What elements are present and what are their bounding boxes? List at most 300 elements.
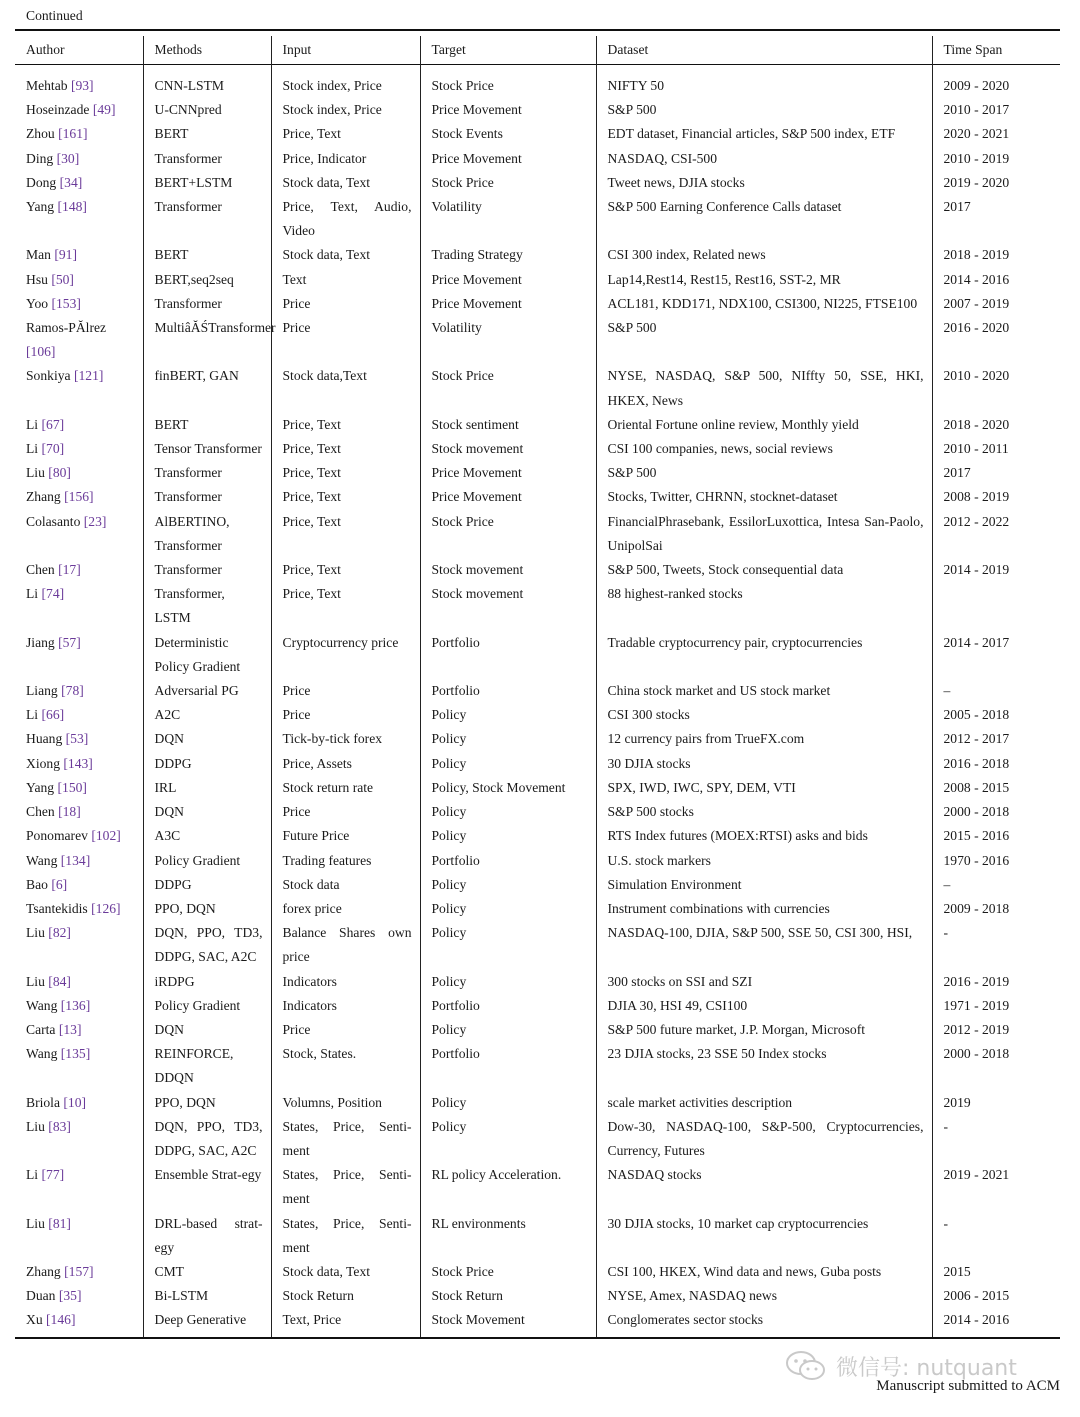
citation-link[interactable]: [23] [83,513,107,529]
cell-author [15,824,143,848]
cell-dataset: NASDAQ-100, DJIA, S&P 500, SSE 50, CSI 300, HSI, [596,921,932,969]
table-row [15,727,1060,751]
table-row [15,558,1060,582]
table-row [15,824,1060,848]
cell-author [15,849,143,873]
cell-methods: Bi-LSTM [143,1284,271,1308]
citation-link[interactable]: [157] [64,1263,94,1279]
table-row [15,994,1060,1018]
cell-dataset: Dow-30, NASDAQ-100, S&P-500, Cryptocurrencies, Currency, Futures [596,1115,932,1163]
cell-author [15,413,143,437]
cell-input: Stock data,Text [271,364,420,412]
methods-table [15,36,1060,1337]
author-name: Li [26,416,39,432]
cell-input: Stock Return [271,1284,420,1308]
col-methods: Methods [143,36,271,63]
citation-link[interactable]: [81] [48,1215,71,1231]
cell-dataset: SPX, IWD, IWC, SPY, DEM, VTI [596,776,932,800]
cell-methods: Transformer [143,558,271,582]
citation-link[interactable]: [17] [58,562,81,578]
cell-methods: REINFORCE, DDQN [143,1042,271,1090]
top-rule [15,29,1060,31]
citation-link[interactable]: [93] [70,78,94,93]
table-row [15,1091,1060,1115]
author-name: Carta [26,1021,56,1037]
citation-link[interactable]: [106] [26,344,56,360]
cell-dataset: scale market activities description [596,1091,932,1115]
cell-target: Trading Strategy [420,243,596,267]
cell-dataset: CSI 300 stocks [596,703,932,727]
citation-link[interactable]: [150] [57,779,87,795]
table-row [15,316,1060,364]
cell-target: Portfolio [420,994,596,1018]
author-name: Liu [26,973,45,989]
citation-link[interactable]: [74] [41,586,65,602]
cell-target: Price Movement [420,147,596,171]
cell-dataset: S&P 500 [596,98,932,122]
cell-author [15,147,143,171]
cell-target: Policy [420,703,596,727]
table-row [15,1115,1060,1163]
cell-input: Price [271,679,420,703]
col-target: Target [420,36,596,63]
cell-input: Price [271,1018,420,1042]
table-row [15,485,1060,509]
cell-dataset: S&P 500 [596,461,932,485]
citation-link[interactable]: [134] [60,852,91,868]
cell-dataset: CSI 100, HKEX, Wind data and news, Guba posts [596,1260,932,1284]
cell-target: Policy, Stock Movement [420,776,596,800]
cell-time-span: 2010 - 2017 [943,102,1010,118]
cell-dataset: S&P 500 Earning Conference Calls dataset [596,195,932,243]
cell-target: Portfolio [420,631,596,679]
bottom-rule [15,1337,1060,1339]
table-row [15,1284,1060,1308]
table-row [15,364,1060,412]
table-row [15,1212,1060,1260]
cell-dataset: NYSE, NASDAQ, S&P 500, NIffty 50, SSE, HKI, HKEX, News [596,364,932,412]
table-row [15,1018,1060,1042]
watermark-text: 微信号: nutquant [836,1355,1017,1381]
table-row [15,703,1060,727]
cell-target: Stock Events [420,122,596,146]
table-row [15,292,1060,316]
cell-target: Stock Movement [420,1308,596,1336]
cell-time-span: 2019 [943,1094,971,1110]
cell-author [15,171,143,195]
citation-link[interactable]: [83] [48,1118,71,1134]
author-name: Xiong [26,755,60,771]
cell-input: Stock return rate [271,776,420,800]
cell-target: Policy [420,752,596,776]
cell-time-span: 2017 [943,465,971,481]
table-row [15,849,1060,873]
cell-author [15,727,143,751]
cell-dataset: CSI 300 index, Related news [596,243,932,267]
citation-link[interactable]: [135] [60,1046,91,1062]
cell-time-span: 2019 - 2020 [943,174,1010,190]
cell-author [15,195,143,243]
cell-author [15,970,143,994]
citation-link[interactable]: [35] [58,1288,82,1304]
citation-link[interactable]: [82] [48,925,71,941]
cell-input: Price [271,292,420,316]
citation-link[interactable]: [161] [58,126,88,142]
cell-methods: Deterministic Policy Gradient [143,631,271,679]
citation-link[interactable]: [146] [46,1312,76,1328]
table-row [15,243,1060,267]
cell-author [15,582,143,630]
cell-input: Indicators [271,970,420,994]
table-body [15,63,1060,1337]
citation-link[interactable]: [84] [48,973,71,989]
cell-input: forex price [271,897,420,921]
author-name: Ramos-PĂlrez [26,320,107,336]
citation-link[interactable]: [148] [57,199,87,215]
citation-link[interactable]: [143] [63,755,93,771]
cell-time-span: 2009 - 2020 [943,78,1010,93]
cell-input: States, Price, Senti-ment [271,1212,420,1260]
author-name: Liu [26,925,45,941]
cell-dataset: EDT dataset, Financial articles, S&P 500 index, ETF [596,122,932,146]
cell-time-span: 2009 - 2018 [943,900,1010,916]
author-name: Hsu [26,271,48,287]
cell-methods: DQN [143,800,271,824]
author-name: Liu [26,1215,45,1231]
cell-target: RL policy Acceleration. [420,1163,596,1211]
cell-time-span: 2017 [943,199,971,215]
cell-time-span: - [943,925,949,941]
table-row [15,268,1060,292]
cell-target: Stock Price [420,171,596,195]
author-name: Briola [26,1094,60,1110]
cell-author [15,631,143,679]
cell-time-span: 2015 [943,1263,971,1279]
cell-dataset: S&P 500 [596,316,932,364]
cell-methods: CNN-LSTM [143,63,271,98]
cell-input: Trading features [271,849,420,873]
author-name: Ding [26,150,54,166]
cell-dataset: U.S. stock markers [596,849,932,873]
cell-dataset: 30 DJIA stocks [596,752,932,776]
cell-dataset: Instrument combinations with currencies [596,897,932,921]
cell-dataset: S&P 500, Tweets, Stock consequential data [596,558,932,582]
cell-dataset: ACL181, KDD171, NDX100, CSI300, NI225, FTSE100 [596,292,932,316]
author-name: Jiang [26,634,55,650]
cell-time-span: 2012 - 2019 [943,1021,1010,1037]
cell-time-span: 2006 - 2015 [943,1288,1010,1304]
cell-time-span: 2012 - 2017 [943,731,1010,747]
cell-time-span: 2014 - 2016 [943,271,1010,287]
author-name: Wang [26,852,58,868]
table-row [15,510,1060,558]
cell-target: Stock Price [420,510,596,558]
citation-link[interactable]: [136] [60,997,91,1013]
cell-time-span: 2010 - 2011 [943,441,1009,457]
cell-author [15,921,143,969]
col-author: Author [15,36,143,63]
cell-author [15,1018,143,1042]
author-name: Chen [26,804,55,820]
cell-author [15,1260,143,1284]
cell-methods: Transformer [143,461,271,485]
cell-author [15,364,143,412]
cell-dataset: FinancialPhrasebank, EssilorLuxottica, Intesa San-Paolo, UnipolSai [596,510,932,558]
author-name: Zhang [26,489,61,505]
cell-target: Policy [420,873,596,897]
cell-time-span: – [943,683,951,699]
citation-link[interactable]: [50] [51,271,74,287]
cell-dataset: 88 highest-ranked stocks [596,582,932,630]
cell-methods: Adversarial PG [143,679,271,703]
col-dataset: Dataset [596,36,932,63]
cell-methods: Tensor Transformer [143,437,271,461]
cell-target: Policy [420,897,596,921]
cell-dataset: Conglomerates sector stocks [596,1308,932,1336]
citation-link[interactable]: [80] [48,465,71,481]
cell-author [15,1212,143,1260]
author-name: Hoseinzade [26,102,90,118]
cell-target: Policy [420,1091,596,1115]
cell-methods: U-CNNpred [143,98,271,122]
cell-methods: finBERT, GAN [143,364,271,412]
author-name: Tsantekidis [26,900,88,916]
footer-text: Manuscript submitted to ACM [876,1378,1060,1394]
cell-methods: Transformer [143,147,271,171]
cell-methods: iRDPG [143,970,271,994]
continued-label: Continued [26,8,83,23]
cell-input: Stock, States. [271,1042,420,1090]
citation-link[interactable]: [78] [61,683,84,699]
citation-link[interactable]: [102] [91,828,121,844]
table-row [15,970,1060,994]
cell-methods: BERT+LSTM [143,171,271,195]
cell-author [15,510,143,558]
citation-link[interactable]: [91] [54,247,77,263]
col-input: Input [271,36,420,63]
citation-link[interactable]: [126] [91,900,121,916]
citation-link[interactable]: [70] [41,441,65,457]
cell-author [15,1115,143,1163]
cell-target: Stock Price [420,364,596,412]
table-row [15,98,1060,122]
citation-link[interactable]: [6] [51,876,68,892]
cell-author [15,1042,143,1090]
cell-dataset: Tradable cryptocurrency pair, cryptocurrencies [596,631,932,679]
table-row [15,1308,1060,1336]
cell-input: Price, Text [271,485,420,509]
table-row [15,147,1060,171]
table-row [15,921,1060,969]
wechat-icon [784,1350,828,1382]
cell-input: Price, Text, Audio, Video [271,195,420,243]
cell-dataset: NIFTY 50 [596,63,932,98]
cell-dataset: NASDAQ stocks [596,1163,932,1211]
cell-dataset: 23 DJIA stocks, 23 SSE 50 Index stocks [596,1042,932,1090]
cell-time-span: 2016 - 2020 [943,320,1010,336]
citation-link[interactable]: [77] [41,1167,65,1183]
table-row [15,631,1060,679]
author-name: Duan [26,1288,56,1304]
table-row [15,63,1060,98]
cell-target: Stock movement [420,582,596,630]
citation-link[interactable]: [156] [64,489,94,505]
cell-input: Price, Text [271,122,420,146]
citation-link[interactable]: [13] [58,1021,82,1037]
author-name: Zhou [26,126,55,142]
citation-link[interactable]: [34] [59,174,83,190]
cell-author [15,243,143,267]
cell-author [15,1163,143,1211]
cell-author [15,437,143,461]
cell-methods: Transformer, LSTM [143,582,271,630]
cell-time-span: 2008 - 2015 [943,779,1010,795]
cell-dataset: Oriental Fortune online review, Monthly yield [596,413,932,437]
author-name: Wang [26,997,58,1013]
col-time-span: Time Span [943,42,1003,57]
cell-input: Tick-by-tick forex [271,727,420,751]
cell-methods: A3C [143,824,271,848]
cell-methods: Deep Generative [143,1308,271,1336]
author-name: Yoo [26,295,49,311]
cell-target: Price Movement [420,461,596,485]
cell-target: Volatility [420,195,596,243]
cell-target: Policy [420,970,596,994]
cell-target: Policy [420,1115,596,1163]
cell-methods: Transformer [143,485,271,509]
citation-link[interactable]: [66] [41,707,65,723]
cell-time-span: 2014 - 2017 [943,634,1010,650]
cell-time-span: 2010 - 2019 [943,150,1010,166]
cell-methods: DQN [143,727,271,751]
cell-target: Portfolio [420,849,596,873]
cell-target: Stock Price [420,63,596,98]
cell-input: Stock data [271,873,420,897]
author-name: Xu [26,1312,43,1328]
cell-target: Portfolio [420,679,596,703]
table-row [15,195,1060,243]
table-row [15,122,1060,146]
author-name: Liang [26,683,58,699]
cell-time-span: – [943,876,951,892]
citation-link[interactable]: [30] [56,150,80,166]
cell-time-span: 2020 - 2021 [943,126,1010,142]
cell-target: RL environments [420,1212,596,1260]
cell-time-span: 2018 - 2019 [943,247,1010,263]
cell-author [15,776,143,800]
cell-methods: BERT [143,413,271,437]
table-row [15,1163,1060,1211]
cell-dataset: Tweet news, DJIA stocks [596,171,932,195]
cell-input: Indicators [271,994,420,1018]
cell-time-span: 2005 - 2018 [943,707,1010,723]
cell-input: Text, Price [271,1308,420,1336]
cell-time-span: - [943,1118,949,1134]
citation-link[interactable]: [10] [63,1094,87,1110]
cell-dataset: NYSE, Amex, NASDAQ news [596,1284,932,1308]
cell-dataset: RTS Index futures (MOEX:RTSI) asks and bids [596,824,932,848]
author-name: Wang [26,1046,58,1062]
cell-methods: A2C [143,703,271,727]
cell-target: Policy [420,800,596,824]
citation-link[interactable]: [18] [58,804,81,820]
cell-input: Stock index, Price [271,98,420,122]
author-name: Huang [26,731,63,747]
table-row [15,437,1060,461]
cell-methods: DQN, PPO, TD3, DDPG, SAC, A2C [143,1115,271,1163]
cell-author [15,485,143,509]
cell-methods: MultiâĂŚTransformer [143,316,271,364]
cell-methods: PPO, DQN [143,1091,271,1115]
cell-target: Stock Return [420,1284,596,1308]
cell-dataset: S&P 500 stocks [596,800,932,824]
cell-author [15,873,143,897]
cell-target: Policy [420,921,596,969]
author-name: Ponomarev [26,828,88,844]
cell-methods: Policy Gradient [143,994,271,1018]
cell-dataset: 12 currency pairs from TrueFX.com [596,727,932,751]
cell-author [15,98,143,122]
table-row [15,413,1060,437]
citation-link[interactable]: [49] [92,102,116,118]
cell-input: Price, Text [271,582,420,630]
cell-target: Stock Price [420,1260,596,1284]
cell-dataset: Simulation Environment [596,873,932,897]
cell-author [15,994,143,1018]
cell-target: Policy [420,1018,596,1042]
cell-author [15,558,143,582]
citation-link[interactable]: [53] [65,731,89,747]
author-name: Colasanto [26,513,81,529]
author-name: Yang [26,199,55,215]
cell-input: Future Price [271,824,420,848]
author-name: Li [26,707,39,723]
cell-author [15,461,143,485]
cell-dataset: China stock market and US stock market [596,679,932,703]
cell-input: Price, Text [271,413,420,437]
table-row [15,752,1060,776]
cell-methods: DDPG [143,873,271,897]
cell-time-span: 2007 - 2019 [943,295,1010,311]
cell-dataset: NASDAQ, CSI-500 [596,147,932,171]
cell-methods: CMT [143,1260,271,1284]
cell-author [15,63,143,98]
author-name: Zhang [26,1263,61,1279]
cell-input: Price [271,316,420,364]
cell-input: Price [271,703,420,727]
cell-input: Stock index, Price [271,63,420,98]
citation-link[interactable]: [67] [41,416,65,432]
cell-time-span: 2012 - 2022 [943,513,1010,529]
table-row [15,582,1060,630]
cell-time-span: 2010 - 2020 [943,368,1010,384]
table-row [15,1260,1060,1284]
author-name: Liu [26,465,45,481]
cell-input: Balance Shares own price [271,921,420,969]
citation-link[interactable]: [57] [58,634,81,650]
table-row [15,171,1060,195]
cell-methods: BERT [143,243,271,267]
cell-author [15,752,143,776]
cell-methods: DQN [143,1018,271,1042]
header-row [15,36,1060,63]
cell-input: States, Price, Senti-ment [271,1115,420,1163]
citation-link[interactable]: [153] [51,295,81,311]
cell-time-span: 2015 - 2016 [943,828,1010,844]
table-row [15,1042,1060,1090]
cell-input: Volumns, Position [271,1091,420,1115]
citation-link[interactable]: [121] [73,368,104,384]
